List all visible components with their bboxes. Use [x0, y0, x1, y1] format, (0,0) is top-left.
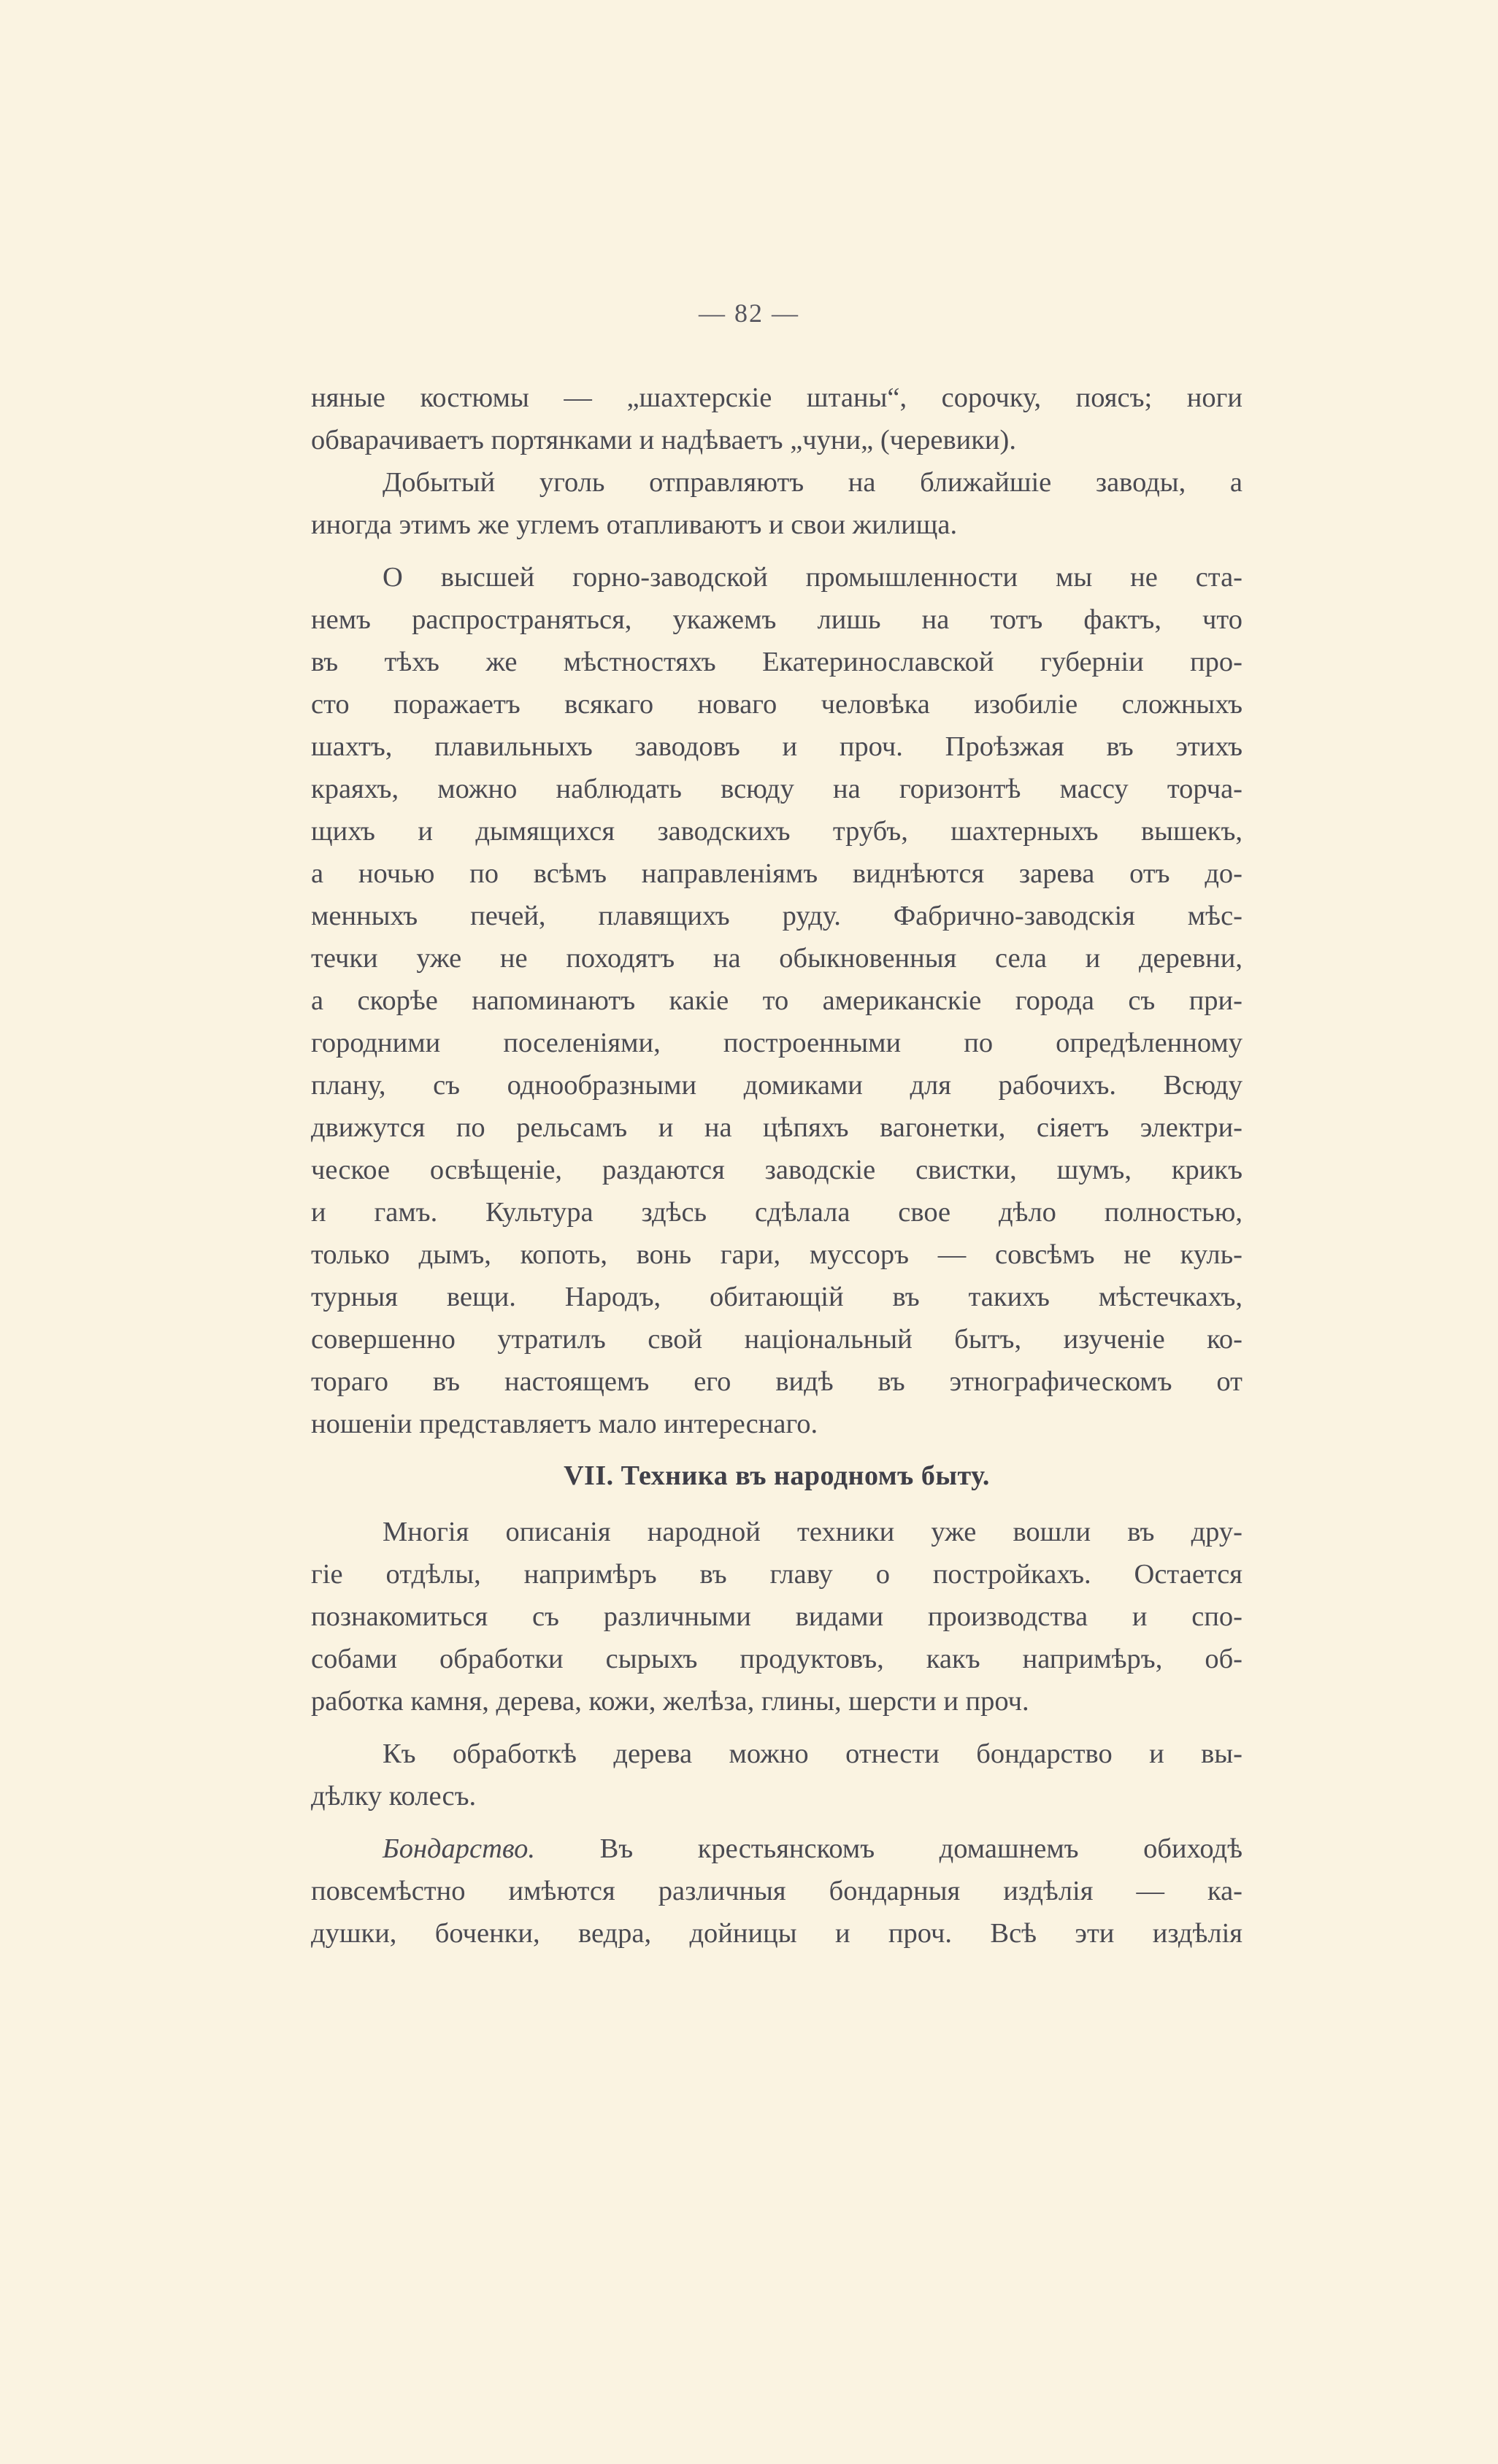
text-line: течки уже не походятъ на обыкновенныя села и деревни,: [311, 943, 1242, 974]
paragraph-coal: [311, 461, 1242, 546]
body-text-lower: [311, 1449, 1242, 1955]
text-line: совершенно утратилъ свой національный бытъ, изученіе ко-: [311, 1324, 1242, 1355]
text-line: а скорѣе напоминаютъ какіе то американскіе города съ при-: [311, 985, 1242, 1016]
text-line: гіе отдѣлы, напримѣръ въ главу о постройкахъ. Остается: [311, 1559, 1242, 1590]
text-line: познакомиться съ различными видами производства и спо-: [311, 1601, 1242, 1632]
text-line: въ тѣхъ же мѣстностяхъ Екатеринославской губерніи про-: [311, 647, 1242, 677]
paragraph-wood: [311, 1733, 1242, 1817]
text-line: повсемѣстно имѣются различныя бондарныя издѣлія — ка-: [311, 1876, 1242, 1906]
text-line: работка камня, дерева, кожи, желѣза, глины, шерсти и проч.: [311, 1686, 1029, 1717]
text-line: движутся по рельсамъ и на цѣпяхъ вагонетки, сіяетъ электри-: [311, 1112, 1242, 1143]
text-line: обварачиваетъ портянками и надѣваетъ „чуни„ (черевики).: [311, 425, 1016, 455]
text-line: а ночью по всѣмъ направленіямъ виднѣются зарева отъ до-: [311, 858, 1242, 889]
text-line: менныхъ печей, плавящихъ руду. Фабрично-заводскія мѣс-: [311, 901, 1242, 931]
text-line: няные костюмы — „шахтерскіе штаны“, сорочку, поясъ; ноги: [311, 382, 1242, 413]
text-line: щихъ и дымящихся заводскихъ трубъ, шахтерныхъ вышекъ,: [311, 816, 1242, 847]
text-line: шахтъ, плавильныхъ заводовъ и проч. Проѣзжая въ этихъ: [311, 731, 1242, 762]
page-number: — 82 —: [699, 299, 799, 328]
text-line: турныя вещи. Народъ, обитающій въ такихъ мѣстечкахъ,: [311, 1282, 1242, 1312]
text-line: краяхъ, можно наблюдать всюду на горизонтѣ массу торча-: [311, 774, 1242, 804]
text-line: сто поражаетъ всякаго новаго человѣка изобиліе сложныхъ: [311, 689, 1242, 720]
text-line: [311, 1828, 1242, 1870]
text-line: Многія описанія народной техники уже вошли въ дру-: [383, 1517, 1242, 1547]
body-text-upper: [311, 377, 1242, 1445]
paragraph-lead: Бондарство.: [383, 1833, 536, 1864]
text-line: О высшей горно-заводской промышленности мы не ста-: [383, 562, 1242, 593]
text-line: ношеніи представляетъ мало интереснаго.: [311, 1409, 818, 1439]
text-line: душки, боченки, ведра, дойницы и проч. Всѣ эти издѣлія: [311, 1918, 1242, 1949]
text-line: городними поселеніями, построенными по опредѣленному: [311, 1028, 1242, 1058]
paragraph-continuation: [311, 377, 1242, 461]
text-line: и гамъ. Культура здѣсь сдѣлала свое дѣло полностью,: [311, 1197, 1242, 1228]
text-line: собами обработки сырыхъ продуктовъ, какъ напримѣръ, об-: [311, 1644, 1242, 1674]
text-line: тораго въ настоящемъ его видѣ въ этнографическомъ от: [311, 1366, 1242, 1397]
text-line-rest: Въ крестьянскомъ домашнемъ обиходѣ: [599, 1833, 1243, 1864]
text-line: иногда этимъ же углемъ отапливаютъ и свои жилища.: [311, 509, 958, 540]
paragraph-industry: [311, 556, 1242, 1445]
paragraph-cooperage: [311, 1828, 1242, 1955]
text-line: Къ обработкѣ дерева можно отнести бондарство и вы-: [383, 1739, 1242, 1769]
text-line: только дымъ, копоть, вонь гари, муссоръ — совсѣмъ не куль-: [311, 1239, 1242, 1270]
paragraph-technique: [311, 1511, 1242, 1722]
text-line: немъ распространяться, укажемъ лишь на тотъ фактъ, что: [311, 604, 1242, 635]
text-line: ческое освѣщеніе, раздаются заводскіе свистки, шумъ, крикъ: [311, 1155, 1242, 1185]
section-heading: VII. Техника въ народномъ быту.: [564, 1460, 990, 1491]
text-line: плану, съ однообразными домиками для рабочихъ. Всюду: [311, 1070, 1242, 1101]
text-line: дѣлку колесъ.: [311, 1781, 477, 1812]
text-line: Добытый уголь отправляютъ на ближайшіе заводы, а: [383, 467, 1242, 498]
